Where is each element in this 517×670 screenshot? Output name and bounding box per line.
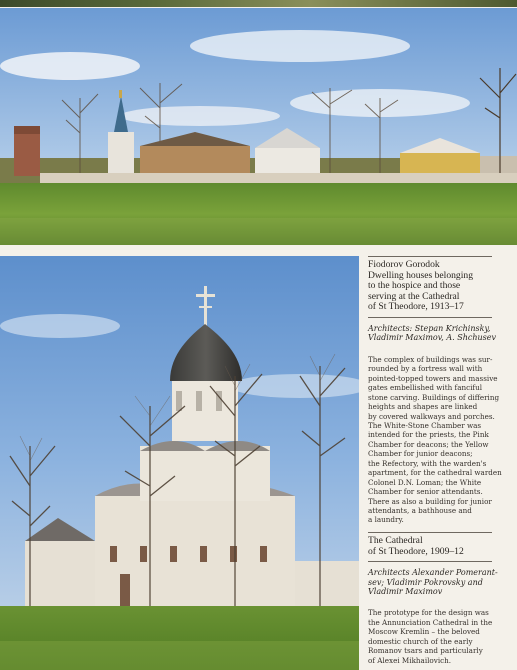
heading-line: to the hospice and those <box>368 280 461 292</box>
body-line: Moscow Kremlin – the beloved <box>368 627 480 637</box>
heading-line: of St Theodore, 1909–12 <box>368 545 464 557</box>
heading-line: Fiodorov Gorodok <box>368 259 440 270</box>
divider <box>368 561 492 562</box>
caption-column <box>368 256 502 665</box>
heading-line: serving at the Cathedral <box>368 290 460 302</box>
body-line: attendants, a bathhouse and <box>368 506 472 516</box>
body-line: by covered walkways and porches. <box>368 411 495 421</box>
body-text <box>368 354 502 525</box>
section-heading-cathedral <box>368 536 492 557</box>
body-line: rounded by a fortress wall with <box>368 364 483 374</box>
body-line: There as also a building for junior <box>368 496 492 506</box>
divider <box>368 532 492 533</box>
body-line: a laundry. <box>368 515 404 525</box>
top-photo-edge <box>0 0 517 7</box>
heading-line: The Cathedral <box>368 534 423 546</box>
body-line: intended for the priests, the Pink <box>368 430 489 440</box>
body-line: the Annunciation Cathedral in the <box>368 617 493 627</box>
body-line: The complex of buildings was sur- <box>368 354 493 364</box>
architects-line: Architects Alexander Pomerant- <box>368 568 498 578</box>
architects-line: Vladimir Maximov, A. Shchusev <box>368 333 497 343</box>
architects-credit <box>368 323 497 343</box>
body-line: gates embellished with fanciful <box>368 383 483 393</box>
body-line: of Alexei Mikhailovich. <box>368 655 452 665</box>
architects-line: sev; Vladimir Pokrovsky and <box>368 577 483 587</box>
architects-credit <box>368 568 498 596</box>
body-line: apartment, for the cathedral warden <box>368 468 502 478</box>
body-line: Colonel D.N. Loman; the White <box>368 477 482 487</box>
body-line: stone carving. Buildings of differing <box>368 392 500 402</box>
body-line: the Refectory, with the warden's <box>368 458 487 468</box>
body-line: Chamber for junior deacons; <box>368 449 473 459</box>
architects-line: Vladimir Maximov <box>368 586 443 596</box>
body-line: heights and shapes are linked <box>368 402 478 412</box>
body-line: Chamber for deacons; the Yellow <box>368 439 489 449</box>
heading-line: Dwelling houses belonging <box>368 269 473 281</box>
body-line: pointed-topped towers and massive <box>368 373 498 383</box>
heading-line: of St Theodore, 1913–17 <box>368 301 464 313</box>
body-text <box>368 608 492 665</box>
body-line: The White-Stone Chamber was <box>368 420 482 430</box>
divider <box>368 256 492 257</box>
body-line: domestic church of the early <box>368 636 473 646</box>
body-line: The prototype for the design was <box>368 608 489 618</box>
divider <box>368 317 492 318</box>
section-heading-fiodorov-gorodok <box>368 260 492 313</box>
architects-line: Architects: Stepan Krichinsky, <box>368 323 491 333</box>
photo-fiodorov-gorodok-houses <box>0 8 517 245</box>
body-line: Chamber for senior attendants. <box>368 487 483 497</box>
body-line: Romanov tsars and particularly <box>368 646 483 656</box>
photo-cathedral-st-theodore <box>0 256 359 670</box>
section-cathedral <box>368 532 498 665</box>
